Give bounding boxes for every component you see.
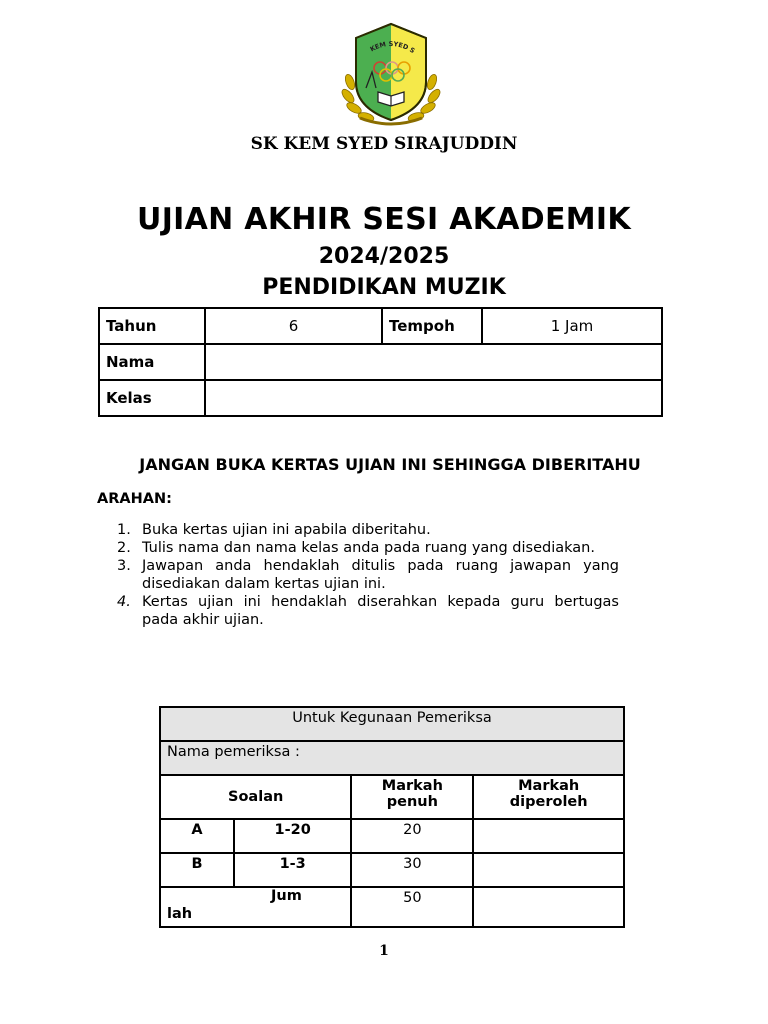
page-number: 1: [379, 943, 389, 959]
school-logo: [340, 20, 442, 126]
examiner-table: [159, 706, 625, 928]
instruction-number: 2.: [117, 540, 131, 556]
examiner-caption: Untuk Kegunaan Pemeriksa: [160, 707, 624, 741]
examiner-caption-row: [160, 707, 624, 741]
instructions-list: [117, 521, 619, 629]
total-label-part2: lah: [167, 906, 193, 922]
col-soalan: Soalan: [160, 775, 351, 819]
tempoh-value: 1 Jam: [482, 308, 662, 344]
examiner-name-label: Nama pemeriksa :: [160, 741, 624, 775]
info-row-tahun: [99, 308, 662, 344]
full-mark: 30: [351, 853, 473, 887]
table-row: [160, 853, 624, 887]
tempoh-label: Tempoh: [382, 308, 482, 344]
instruction-number: 1.: [117, 522, 131, 538]
logo-text: KEM SYED S: [368, 39, 417, 56]
col-markah-diperoleh: Markah diperoleh: [473, 775, 624, 819]
kelas-field[interactable]: [205, 380, 662, 416]
instruction-item: [117, 557, 619, 593]
obtained-mark-field[interactable]: [473, 853, 624, 887]
obtained-mark-field[interactable]: [473, 819, 624, 853]
section-label: A: [160, 819, 234, 853]
total-label-part1: Jum: [271, 888, 302, 904]
instruction-text: Buka kertas ujian ini apabila diberitahu.: [142, 522, 431, 538]
info-row-kelas: [99, 380, 662, 416]
total-row: [160, 887, 624, 927]
instruction-text: Kertas ujian ini hendaklah diserahkan kepada guru bertugas pada akhir ujian.: [142, 594, 619, 628]
total-full-mark: 50: [351, 887, 473, 927]
nama-label: Nama: [99, 344, 205, 380]
exam-session: 2024/2025: [318, 244, 450, 269]
total-label: [160, 887, 351, 927]
exam-subject: PENDIDIKAN MUZIK: [262, 275, 506, 300]
instruction-text: Tulis nama dan nama kelas anda pada ruang yang disediakan.: [142, 540, 595, 556]
question-range: 1-3: [234, 853, 351, 887]
info-row-nama: [99, 344, 662, 380]
tahun-value: 6: [205, 308, 382, 344]
tahun-label: Tahun: [99, 308, 205, 344]
kelas-label: Kelas: [99, 380, 205, 416]
question-range: 1-20: [234, 819, 351, 853]
instructions-heading: ARAHAN:: [97, 491, 172, 507]
examiner-header-row: [160, 775, 624, 819]
instruction-item: [117, 539, 619, 557]
instruction-text: Jawapan anda hendaklah ditulis pada ruang jawapan yang disediakan dalam kertas ujian ini.: [142, 558, 619, 592]
instruction-number: 4.: [117, 594, 131, 610]
nama-field[interactable]: [205, 344, 662, 380]
instruction-item: [117, 521, 619, 539]
exam-title: UJIAN AKHIR SESI AKADEMIK: [137, 202, 631, 237]
full-mark: 20: [351, 819, 473, 853]
student-info-table: [98, 307, 663, 417]
instruction-number: 3.: [117, 558, 131, 574]
warning-text: JANGAN BUKA KERTAS UJIAN INI SEHINGGA DIBERITAHU: [139, 455, 641, 474]
total-obtained-field[interactable]: [473, 887, 624, 927]
section-label: B: [160, 853, 234, 887]
table-row: [160, 819, 624, 853]
examiner-name-row: [160, 741, 624, 775]
school-name: SK KEM SYED SIRAJUDDIN: [250, 134, 518, 154]
instruction-item: [117, 593, 619, 629]
col-markah-penuh: Markah penuh: [351, 775, 473, 819]
